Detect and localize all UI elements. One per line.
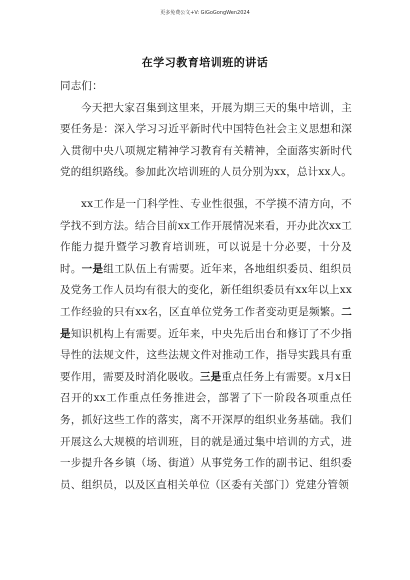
paragraph-necessity — [60, 194, 352, 496]
document-body — [60, 76, 352, 496]
salutation: 同志们： — [60, 80, 103, 92]
emphasis-third: 三是 — [199, 370, 222, 383]
paragraph-text: 重点任务上有需要。x月x日召开的xx工作重点任务推进会，部署了下一阶段各项重点任务，抓好这些工作的落实，离不开深厚的组织业务基础。我们开展这么大规模的培训班，目的就是通过集中培训的方式，进一步提升各乡镇（场、街道）从事党务工作的副书记、组织委员、组织员，以及区直相关单位（区委有关部门）党建分管领 — [60, 370, 352, 491]
page-title: 在学习教育培训班的讲话 — [141, 56, 269, 69]
header-note: 更多免费公文+V: GiGoGongWen2024 — [160, 10, 250, 16]
paragraph-text: 组工队伍上有需要。近年来，各地组织委员、组织员及党务工作人员均有很大的变化，新任组织委员有xx年以上xx工作经验的只有xx名，区直单位党务工作者变动更是频繁。 — [60, 262, 352, 318]
emphasis-first: 一是 — [81, 262, 104, 275]
paragraph-text: 知识机构上有需要。近年来，中央先后出台和修订了不少指导性的法规文件，这些法规文件对推动工作，指导实践具有重要作用，需要及时消化吸收。 — [60, 327, 353, 383]
paragraph-intro: 今天把大家召集到这里来，开展为期三天的集中培训，主要任务是：深入学习习近平新时代中国特色社会主义思想和深入贯彻中央八项规定精神学习教育有关精神，全面落实新时代党的组织路线。参加此次培训班的人员分别为xx，总计xx人。 — [60, 101, 352, 179]
paragraph-text: xx工作是一门科学性、专业性很强，不学摸不清方向，不学找不到方法。结合目前xx工作开展情况来看，开办此次xx工作能力提升暨学习教育培训班，可以说是十分必要，十分及时。 — [60, 197, 352, 275]
emphasis-second: 二是 — [60, 305, 352, 340]
